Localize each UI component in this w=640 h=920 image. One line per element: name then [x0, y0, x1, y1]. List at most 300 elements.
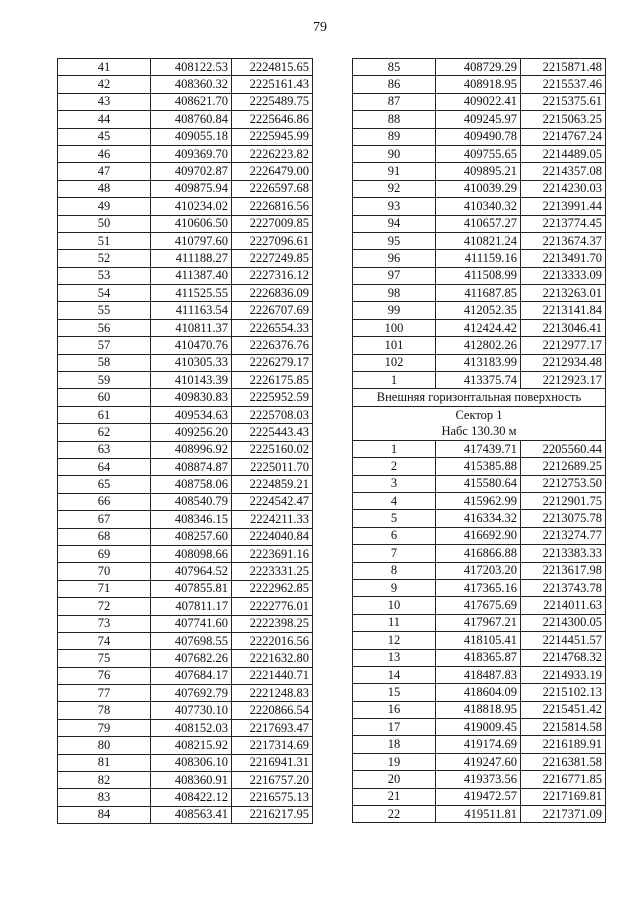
point-number-cell: 99 — [353, 302, 436, 319]
point-number-cell: 57 — [58, 337, 151, 354]
point-number-cell: 17 — [353, 719, 436, 736]
x-coordinate-cell: 410340.32 — [436, 198, 521, 215]
x-coordinate-cell: 419511.81 — [436, 806, 521, 823]
y-coordinate-cell: 2213617.98 — [521, 562, 606, 579]
table-row — [353, 788, 606, 805]
table-row — [58, 458, 313, 475]
y-coordinate-cell: 2212923.17 — [521, 372, 606, 389]
section-title: Внешняя горизонтальная поверхность — [353, 389, 606, 406]
y-coordinate-cell: 2212753.50 — [521, 475, 606, 492]
x-coordinate-cell: 410657.27 — [436, 215, 521, 232]
y-coordinate-cell: 2216189.91 — [521, 736, 606, 753]
y-coordinate-cell: 2221440.71 — [232, 667, 313, 684]
y-coordinate-cell: 2225160.02 — [232, 441, 313, 458]
point-number-cell: 80 — [58, 737, 151, 754]
table-row — [353, 597, 606, 614]
table-row — [353, 649, 606, 666]
point-number-cell: 94 — [353, 215, 436, 232]
point-number-cell: 11 — [353, 614, 436, 631]
point-number-cell: 83 — [58, 789, 151, 806]
section-title-row — [353, 389, 606, 406]
x-coordinate-cell: 407682.26 — [151, 650, 232, 667]
y-coordinate-cell: 2220866.54 — [232, 702, 313, 719]
x-coordinate-cell: 419373.56 — [436, 771, 521, 788]
table-row — [58, 615, 313, 632]
y-coordinate-cell: 2227096.61 — [232, 232, 313, 249]
point-number-cell: 87 — [353, 93, 436, 110]
x-coordinate-cell: 407855.81 — [151, 580, 232, 597]
table-row — [58, 302, 313, 319]
table-row — [353, 111, 606, 128]
y-coordinate-cell: 2227316.12 — [232, 267, 313, 284]
x-coordinate-cell: 411188.27 — [151, 250, 232, 267]
point-number-cell: 67 — [58, 511, 151, 528]
point-number-cell: 89 — [353, 128, 436, 145]
y-coordinate-cell: 2222776.01 — [232, 598, 313, 615]
point-number-cell: 15 — [353, 684, 436, 701]
y-coordinate-cell: 2213263.01 — [521, 285, 606, 302]
x-coordinate-cell: 418487.83 — [436, 666, 521, 683]
table-row — [58, 319, 313, 336]
point-number-cell: 74 — [58, 632, 151, 649]
y-coordinate-cell: 2216381.58 — [521, 753, 606, 770]
y-coordinate-cell: 2226479.00 — [232, 163, 313, 180]
point-number-cell: 95 — [353, 232, 436, 249]
table-row — [58, 528, 313, 545]
y-coordinate-cell: 2227249.85 — [232, 250, 313, 267]
right-coordinates-table — [352, 58, 606, 823]
y-coordinate-cell: 2223691.16 — [232, 545, 313, 562]
table-row — [353, 59, 606, 76]
y-coordinate-cell: 2213141.84 — [521, 302, 606, 319]
x-coordinate-cell: 415962.99 — [436, 492, 521, 509]
point-number-cell: 98 — [353, 285, 436, 302]
y-coordinate-cell: 2217371.09 — [521, 806, 606, 823]
x-coordinate-cell: 417675.69 — [436, 597, 521, 614]
x-coordinate-cell: 409755.65 — [436, 145, 521, 162]
y-coordinate-cell: 2213774.45 — [521, 215, 606, 232]
point-number-cell: 81 — [58, 754, 151, 771]
point-number-cell: 16 — [353, 701, 436, 718]
table-row — [353, 76, 606, 93]
y-coordinate-cell: 2214767.24 — [521, 128, 606, 145]
point-number-cell: 8 — [353, 562, 436, 579]
x-coordinate-cell: 411508.99 — [436, 267, 521, 284]
y-coordinate-cell: 2212977.17 — [521, 337, 606, 354]
x-coordinate-cell: 408918.95 — [436, 76, 521, 93]
y-coordinate-cell: 2224211.33 — [232, 511, 313, 528]
left-coordinates-table — [57, 58, 313, 824]
point-number-cell: 10 — [353, 597, 436, 614]
point-number-cell: 18 — [353, 736, 436, 753]
x-coordinate-cell: 419472.57 — [436, 788, 521, 805]
table-row — [353, 93, 606, 110]
y-coordinate-cell: 2225443.43 — [232, 424, 313, 441]
point-number-cell: 9 — [353, 579, 436, 596]
x-coordinate-cell: 408729.29 — [436, 59, 521, 76]
table-row — [58, 59, 313, 76]
y-coordinate-cell: 2213333.09 — [521, 267, 606, 284]
y-coordinate-cell: 2214230.03 — [521, 180, 606, 197]
point-number-cell: 50 — [58, 215, 151, 232]
point-number-cell: 76 — [58, 667, 151, 684]
point-number-cell: 19 — [353, 753, 436, 770]
x-coordinate-cell: 408540.79 — [151, 493, 232, 510]
table-row — [353, 232, 606, 249]
point-number-cell: 96 — [353, 250, 436, 267]
table-row — [58, 250, 313, 267]
y-coordinate-cell: 2216941.31 — [232, 754, 313, 771]
y-coordinate-cell: 2216217.95 — [232, 806, 313, 823]
x-coordinate-cell: 408360.32 — [151, 76, 232, 93]
y-coordinate-cell: 2227009.85 — [232, 215, 313, 232]
y-coordinate-cell: 2213491.70 — [521, 250, 606, 267]
table-row — [353, 492, 606, 509]
point-number-cell: 90 — [353, 145, 436, 162]
point-number-cell: 86 — [353, 76, 436, 93]
point-number-cell: 52 — [58, 250, 151, 267]
x-coordinate-cell: 418818.95 — [436, 701, 521, 718]
point-number-cell: 44 — [58, 111, 151, 128]
y-coordinate-cell: 2222016.56 — [232, 632, 313, 649]
y-coordinate-cell: 2221632.80 — [232, 650, 313, 667]
y-coordinate-cell: 2216757.20 — [232, 772, 313, 789]
point-number-cell: 13 — [353, 649, 436, 666]
y-coordinate-cell: 2217169.81 — [521, 788, 606, 805]
point-number-cell: 41 — [58, 59, 151, 76]
table-row — [58, 545, 313, 562]
y-coordinate-cell: 2223331.25 — [232, 563, 313, 580]
x-coordinate-cell: 407684.17 — [151, 667, 232, 684]
point-number-cell: 70 — [58, 563, 151, 580]
y-coordinate-cell: 2215451.42 — [521, 701, 606, 718]
x-coordinate-cell: 419009.45 — [436, 719, 521, 736]
point-number-cell: 42 — [58, 76, 151, 93]
point-number-cell: 88 — [353, 111, 436, 128]
x-coordinate-cell: 408996.92 — [151, 441, 232, 458]
x-coordinate-cell: 408360.91 — [151, 772, 232, 789]
table-row — [58, 163, 313, 180]
point-number-cell: 47 — [58, 163, 151, 180]
x-coordinate-cell: 408122.53 — [151, 59, 232, 76]
sector-header — [353, 406, 606, 440]
y-coordinate-cell: 2217314.69 — [232, 737, 313, 754]
y-coordinate-cell: 2212934.48 — [521, 354, 606, 371]
table-row — [353, 198, 606, 215]
table-row — [58, 406, 313, 423]
x-coordinate-cell: 418365.87 — [436, 649, 521, 666]
x-coordinate-cell: 413183.99 — [436, 354, 521, 371]
y-coordinate-cell: 2224815.65 — [232, 59, 313, 76]
y-coordinate-cell: 2225945.99 — [232, 128, 313, 145]
x-coordinate-cell: 411387.40 — [151, 267, 232, 284]
point-number-cell: 14 — [353, 666, 436, 683]
table-row — [58, 632, 313, 649]
table-row — [58, 424, 313, 441]
table-row — [353, 806, 606, 823]
table-row — [353, 684, 606, 701]
y-coordinate-cell: 2213674.37 — [521, 232, 606, 249]
x-coordinate-cell: 408760.84 — [151, 111, 232, 128]
y-coordinate-cell: 2226597.68 — [232, 180, 313, 197]
x-coordinate-cell: 418105.41 — [436, 632, 521, 649]
y-coordinate-cell: 2215814.58 — [521, 719, 606, 736]
point-number-cell: 72 — [58, 598, 151, 615]
point-number-cell: 68 — [58, 528, 151, 545]
table-row — [353, 666, 606, 683]
x-coordinate-cell: 415580.64 — [436, 475, 521, 492]
x-coordinate-cell: 407730.10 — [151, 702, 232, 719]
table-row — [353, 701, 606, 718]
y-coordinate-cell: 2213046.41 — [521, 319, 606, 336]
table-row — [353, 545, 606, 562]
y-coordinate-cell: 2222398.25 — [232, 615, 313, 632]
table-row — [58, 754, 313, 771]
table-row — [58, 145, 313, 162]
point-number-cell: 58 — [58, 354, 151, 371]
y-coordinate-cell: 2225161.43 — [232, 76, 313, 93]
y-coordinate-cell: 2225011.70 — [232, 458, 313, 475]
point-number-cell: 7 — [353, 545, 436, 562]
x-coordinate-cell: 415385.88 — [436, 458, 521, 475]
y-coordinate-cell: 2213743.78 — [521, 579, 606, 596]
table-row — [58, 685, 313, 702]
y-coordinate-cell: 2225708.03 — [232, 406, 313, 423]
y-coordinate-cell: 2222962.85 — [232, 580, 313, 597]
point-number-cell: 56 — [58, 319, 151, 336]
y-coordinate-cell: 2214768.32 — [521, 649, 606, 666]
sector-header-row — [353, 406, 606, 440]
point-number-cell: 91 — [353, 163, 436, 180]
point-number-cell: 64 — [58, 458, 151, 475]
point-number-cell: 4 — [353, 492, 436, 509]
point-number-cell: 77 — [58, 685, 151, 702]
y-coordinate-cell: 2212689.25 — [521, 458, 606, 475]
point-number-cell: 60 — [58, 389, 151, 406]
table-row — [58, 285, 313, 302]
x-coordinate-cell: 409256.20 — [151, 424, 232, 441]
table-row — [353, 753, 606, 770]
y-coordinate-cell: 2215537.46 — [521, 76, 606, 93]
table-row — [58, 719, 313, 736]
point-number-cell: 97 — [353, 267, 436, 284]
table-row — [58, 215, 313, 232]
table-row — [58, 93, 313, 110]
x-coordinate-cell: 409534.63 — [151, 406, 232, 423]
table-row — [353, 354, 606, 371]
table-row — [353, 458, 606, 475]
y-coordinate-cell: 2214451.57 — [521, 632, 606, 649]
table-row — [353, 736, 606, 753]
point-number-cell: 21 — [353, 788, 436, 805]
x-coordinate-cell: 412424.42 — [436, 319, 521, 336]
point-number-cell: 1 — [353, 372, 436, 389]
y-coordinate-cell: 2215102.13 — [521, 684, 606, 701]
table-row — [58, 772, 313, 789]
point-number-cell: 1 — [353, 440, 436, 457]
x-coordinate-cell: 408563.41 — [151, 806, 232, 823]
x-coordinate-cell: 416334.32 — [436, 510, 521, 527]
table-row — [58, 580, 313, 597]
y-coordinate-cell: 2214357.08 — [521, 163, 606, 180]
point-number-cell: 73 — [58, 615, 151, 632]
y-coordinate-cell: 2215871.48 — [521, 59, 606, 76]
table-row — [58, 128, 313, 145]
x-coordinate-cell: 419174.69 — [436, 736, 521, 753]
table-row — [353, 527, 606, 544]
table-row — [353, 632, 606, 649]
table-row — [353, 771, 606, 788]
x-coordinate-cell: 409022.41 — [436, 93, 521, 110]
x-coordinate-cell: 411163.54 — [151, 302, 232, 319]
table-row — [58, 180, 313, 197]
x-coordinate-cell: 410797.60 — [151, 232, 232, 249]
x-coordinate-cell: 417439.71 — [436, 440, 521, 457]
point-number-cell: 45 — [58, 128, 151, 145]
table-row — [58, 493, 313, 510]
y-coordinate-cell: 2226816.56 — [232, 198, 313, 215]
x-coordinate-cell: 408098.66 — [151, 545, 232, 562]
table-row — [58, 372, 313, 389]
x-coordinate-cell: 410811.37 — [151, 319, 232, 336]
y-coordinate-cell: 2225646.86 — [232, 111, 313, 128]
table-row — [353, 562, 606, 579]
y-coordinate-cell: 2226175.85 — [232, 372, 313, 389]
point-number-cell: 59 — [58, 372, 151, 389]
point-number-cell: 61 — [58, 406, 151, 423]
page-number: 79 — [313, 20, 327, 35]
point-number-cell: 79 — [58, 719, 151, 736]
table-row — [353, 440, 606, 457]
point-number-cell: 66 — [58, 493, 151, 510]
table-row — [353, 614, 606, 631]
x-coordinate-cell: 417203.20 — [436, 562, 521, 579]
x-coordinate-cell: 410143.39 — [151, 372, 232, 389]
table-row — [58, 563, 313, 580]
table-row — [353, 215, 606, 232]
x-coordinate-cell: 407811.17 — [151, 598, 232, 615]
y-coordinate-cell: 2226707.69 — [232, 302, 313, 319]
point-number-cell: 48 — [58, 180, 151, 197]
y-coordinate-cell: 2213075.78 — [521, 510, 606, 527]
y-coordinate-cell: 2214489.05 — [521, 145, 606, 162]
y-coordinate-cell: 2213991.44 — [521, 198, 606, 215]
point-number-cell: 65 — [58, 476, 151, 493]
x-coordinate-cell: 411525.55 — [151, 285, 232, 302]
y-coordinate-cell: 2225952.59 — [232, 389, 313, 406]
table-row — [353, 510, 606, 527]
x-coordinate-cell: 408422.12 — [151, 789, 232, 806]
y-coordinate-cell: 2217693.47 — [232, 719, 313, 736]
table-row — [353, 475, 606, 492]
x-coordinate-cell: 418604.09 — [436, 684, 521, 701]
table-row — [353, 145, 606, 162]
x-coordinate-cell: 413375.74 — [436, 372, 521, 389]
point-number-cell: 53 — [58, 267, 151, 284]
y-coordinate-cell: 2214933.19 — [521, 666, 606, 683]
x-coordinate-cell: 409245.97 — [436, 111, 521, 128]
x-coordinate-cell: 408874.87 — [151, 458, 232, 475]
x-coordinate-cell: 411687.85 — [436, 285, 521, 302]
table-row — [58, 667, 313, 684]
table-row — [58, 389, 313, 406]
x-coordinate-cell: 407692.79 — [151, 685, 232, 702]
x-coordinate-cell: 410606.50 — [151, 215, 232, 232]
y-coordinate-cell: 2214300.05 — [521, 614, 606, 631]
x-coordinate-cell: 417365.16 — [436, 579, 521, 596]
x-coordinate-cell: 409369.70 — [151, 145, 232, 162]
x-coordinate-cell: 419247.60 — [436, 753, 521, 770]
point-number-cell: 51 — [58, 232, 151, 249]
y-coordinate-cell: 2216575.13 — [232, 789, 313, 806]
point-number-cell: 63 — [58, 441, 151, 458]
point-number-cell: 5 — [353, 510, 436, 527]
y-coordinate-cell: 2214011.63 — [521, 597, 606, 614]
point-number-cell: 12 — [353, 632, 436, 649]
point-number-cell: 2 — [353, 458, 436, 475]
table-row — [353, 579, 606, 596]
point-number-cell: 78 — [58, 702, 151, 719]
y-coordinate-cell: 2224859.21 — [232, 476, 313, 493]
point-number-cell: 85 — [353, 59, 436, 76]
table-row — [353, 719, 606, 736]
table-row — [58, 76, 313, 93]
x-coordinate-cell: 411159.16 — [436, 250, 521, 267]
table-row — [58, 267, 313, 284]
x-coordinate-cell: 416866.88 — [436, 545, 521, 562]
point-number-cell: 69 — [58, 545, 151, 562]
x-coordinate-cell: 408215.92 — [151, 737, 232, 754]
y-coordinate-cell: 2213383.33 — [521, 545, 606, 562]
table-row — [353, 163, 606, 180]
point-number-cell: 43 — [58, 93, 151, 110]
table-row — [353, 337, 606, 354]
y-coordinate-cell: 2224542.47 — [232, 493, 313, 510]
table-row — [353, 180, 606, 197]
table-row — [353, 128, 606, 145]
y-coordinate-cell: 2226376.76 — [232, 337, 313, 354]
table-row — [58, 598, 313, 615]
x-coordinate-cell: 409895.21 — [436, 163, 521, 180]
x-coordinate-cell: 408346.15 — [151, 511, 232, 528]
x-coordinate-cell: 408621.70 — [151, 93, 232, 110]
table-row — [58, 111, 313, 128]
x-coordinate-cell: 416692.90 — [436, 527, 521, 544]
table-row — [353, 302, 606, 319]
x-coordinate-cell: 409055.18 — [151, 128, 232, 145]
y-coordinate-cell: 2205560.44 — [521, 440, 606, 457]
point-number-cell: 55 — [58, 302, 151, 319]
y-coordinate-cell: 2226279.17 — [232, 354, 313, 371]
point-number-cell: 84 — [58, 806, 151, 823]
table-row — [58, 198, 313, 215]
table-row — [58, 337, 313, 354]
point-number-cell: 93 — [353, 198, 436, 215]
x-coordinate-cell: 410039.29 — [436, 180, 521, 197]
point-number-cell: 54 — [58, 285, 151, 302]
y-coordinate-cell: 2216771.85 — [521, 771, 606, 788]
y-coordinate-cell: 2215063.25 — [521, 111, 606, 128]
point-number-cell: 3 — [353, 475, 436, 492]
y-coordinate-cell: 2226223.82 — [232, 145, 313, 162]
table-row — [58, 650, 313, 667]
table-row — [58, 441, 313, 458]
y-coordinate-cell: 2221248.83 — [232, 685, 313, 702]
point-number-cell: 49 — [58, 198, 151, 215]
x-coordinate-cell: 407741.60 — [151, 615, 232, 632]
table-row — [353, 267, 606, 284]
x-coordinate-cell: 407698.55 — [151, 632, 232, 649]
